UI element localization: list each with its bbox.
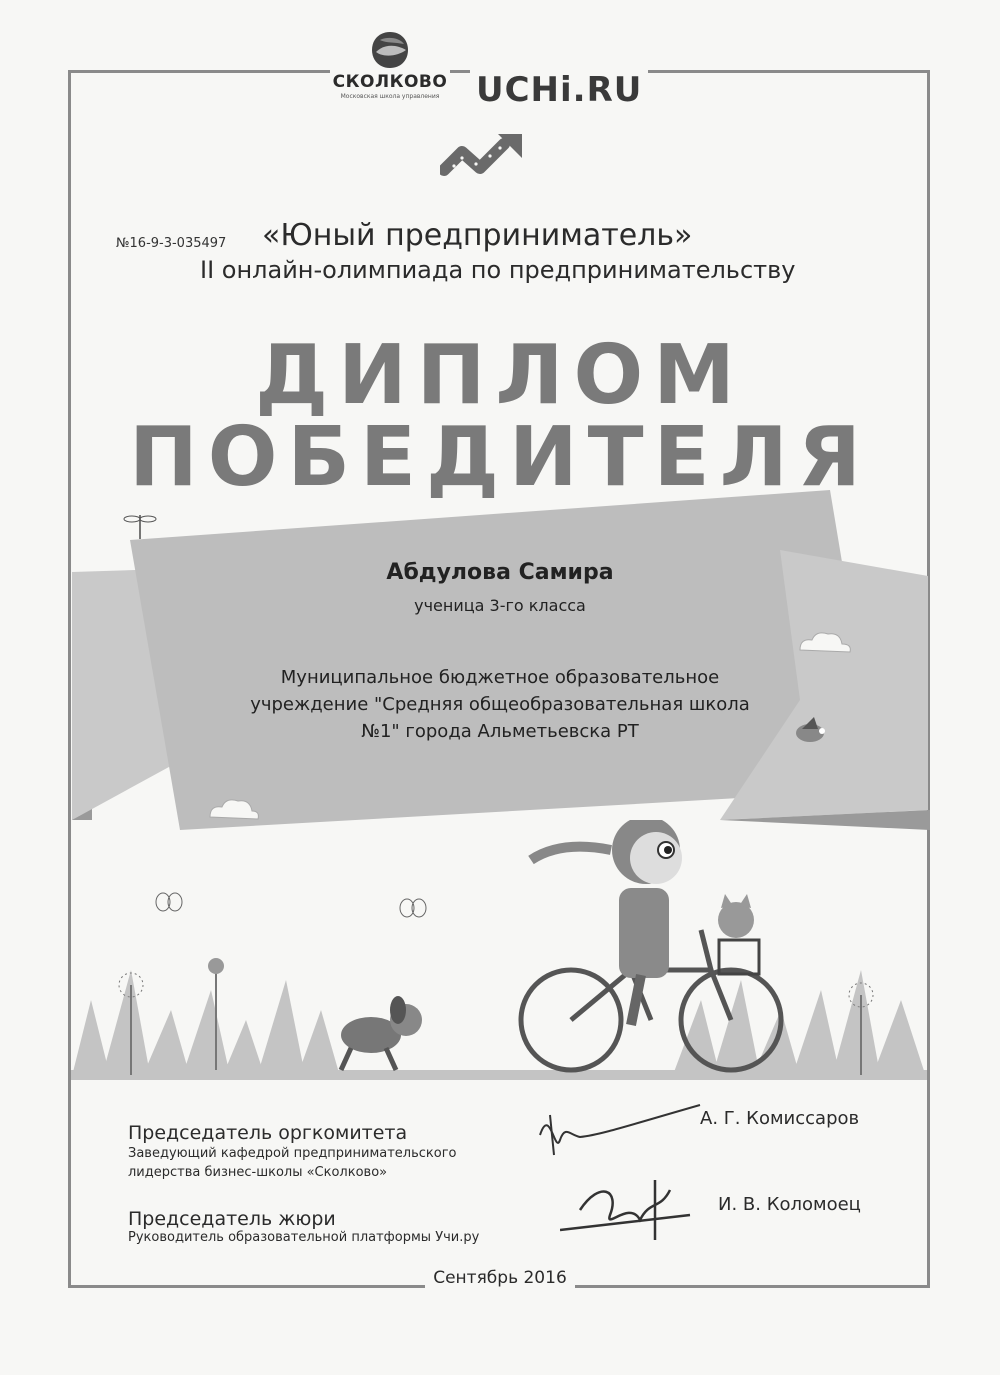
diploma-number: №16-9-3-035497 — [116, 236, 227, 251]
chair1-name: А. Г. Комиссаров — [700, 1108, 860, 1129]
issue-date — [0, 1268, 1000, 1288]
chair2-title: Председатель жюри — [128, 1208, 336, 1230]
grass-icon — [71, 970, 927, 1082]
skolkovo-subtitle: Московская школа управления — [340, 93, 440, 100]
zigzag-arrow-icon — [440, 130, 530, 190]
skolkovo-name: СКОЛКОВО — [332, 72, 448, 92]
winner-class: ученица 3-го класса — [414, 596, 586, 615]
uchi-logo: UCHi.RU — [470, 70, 648, 110]
school-name — [220, 664, 780, 745]
dragonfly-icon — [124, 515, 156, 539]
chair2-name: И. В. Коломоец — [718, 1194, 861, 1215]
school-line-1: Муниципальное бюджетное образовательное — [280, 667, 720, 688]
skolkovo-logo — [330, 30, 450, 110]
chair1-position-line-1: Заведующий кафедрой предпринимательского — [128, 1146, 457, 1161]
school-line-2: учреждение "Средняя общеобразовательная школа — [250, 694, 750, 715]
butterfly-icon — [156, 893, 182, 911]
girl-icon — [531, 820, 682, 1025]
olympiad-title: «Юный предприниматель» — [262, 218, 693, 253]
skolkovo-emblem-icon — [370, 30, 410, 70]
illustration-scene — [71, 820, 927, 1090]
issue-date-text: Сентябрь 2016 — [425, 1268, 575, 1288]
butterfly-icon — [400, 899, 426, 917]
chair1-title: Председатель оргкомитета — [128, 1122, 408, 1144]
olympiad-subtitle: II онлайн-олимпиада по предпринимательству — [200, 256, 796, 284]
winner-name: Абдулова Самира — [386, 560, 614, 585]
signature-1 — [510, 1095, 710, 1165]
cat-icon — [718, 894, 759, 974]
header-logos — [330, 30, 650, 110]
chair1-position-line-2: лидерства бизнес-школы «Сколково» — [128, 1165, 388, 1180]
chair2-position: Руководитель образовательной платформы Учи.ру — [128, 1230, 480, 1245]
heading-winner: ПОБЕДИТЕЛЯ — [129, 410, 871, 505]
heading-diploma: ДИПЛОМ — [255, 328, 745, 423]
signature-2 — [560, 1170, 700, 1250]
dog-icon — [341, 996, 422, 1070]
chair1-position — [128, 1144, 457, 1182]
school-line-3: №1" города Альметьевска РТ — [361, 721, 639, 742]
